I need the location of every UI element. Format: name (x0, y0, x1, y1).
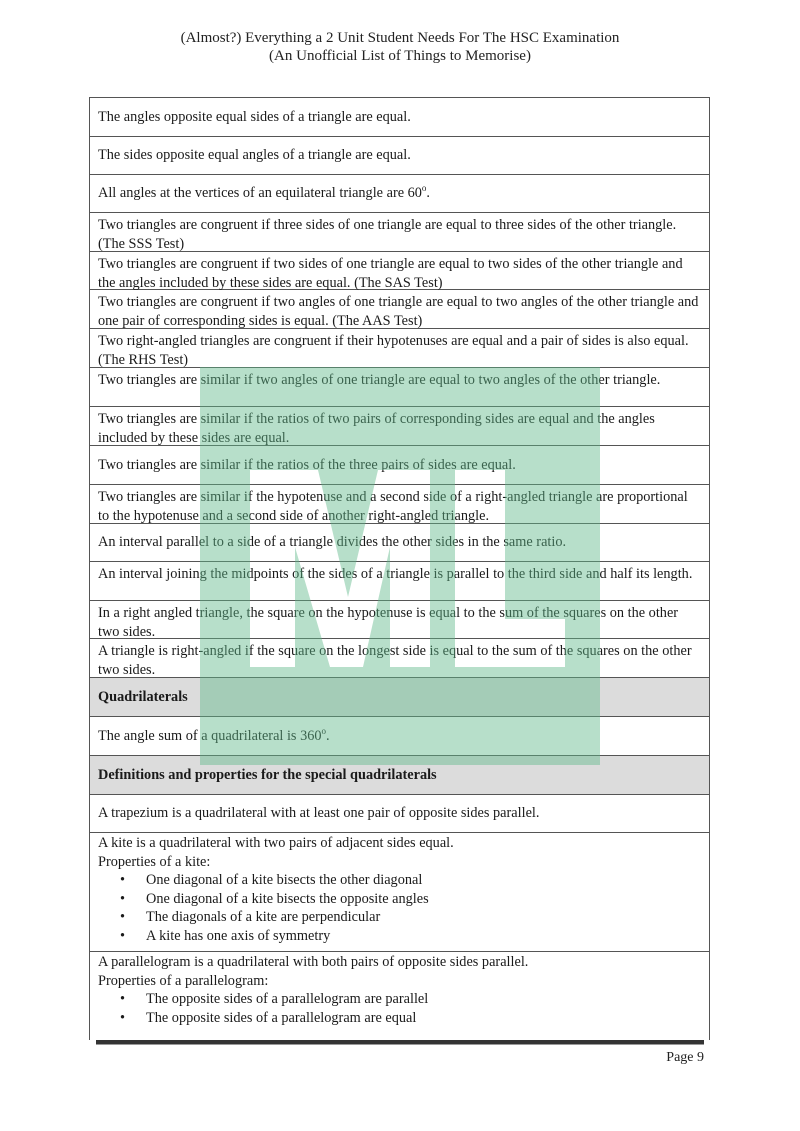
table-row (90, 795, 709, 833)
table-row (90, 368, 709, 407)
list-item: • One diagonal of a kite bisects the opposite angles (146, 890, 701, 909)
table-row (90, 562, 709, 601)
parallelogram-properties-label: Properties of a parallelogram: (98, 972, 269, 989)
table-row (90, 717, 709, 756)
row-text: A trapezium is a quadrilateral with at least one pair of opposite sides parallel. (98, 805, 540, 822)
row-text: Two triangles are similar if two angles of one triangle are equal to two angles of the other triangle. (98, 372, 661, 388)
table-row (90, 175, 709, 213)
row-text: Two triangles are congruent if two sides of one triangle are equal to two sides of the other triangle and the angles included by these sides are equal. (The SAS Test) (98, 256, 683, 291)
section-heading-special-quadrilaterals: Definitions and properties for the special quadrilaterals (90, 756, 709, 795)
row-text: All angles at the vertices of an equilateral triangle are 60$^o$. (98, 183, 430, 202)
table-row (90, 137, 709, 175)
footer-divider-shadow (96, 1044, 704, 1045)
row-text: An interval joining the midpoints of the sides of a triangle is parallel to the third side and half its length. (98, 566, 693, 582)
kite-properties-list (98, 871, 701, 945)
row-text: In a right angled triangle, the square on the hypotenuse is equal to the sum of the squares on the other two sides. (98, 605, 679, 640)
table-row (90, 639, 709, 678)
facts-table (89, 97, 710, 1040)
table-row (90, 98, 709, 137)
parallelogram-properties-list (98, 990, 701, 1027)
table-row-parallelogram (90, 952, 709, 1040)
table-row (90, 524, 709, 562)
row-text: Two triangles are similar if the hypotenuse and a second side of a right-angled triangle are proportional to the hypotenuse and a second side of another right-angled triangle. (98, 489, 688, 524)
row-text: Two triangles are similar if the ratios of the three pairs of sides are equal. (98, 456, 516, 473)
page-number: Page 9 (666, 1050, 704, 1065)
header-title-line2: (An Unofficial List of Things to Memorise) (269, 48, 531, 64)
table-row (90, 290, 709, 329)
row-text: The sides opposite equal angles of a triangle are equal. (98, 147, 411, 164)
row-text: Two right-angled triangles are congruent if their hypotenuses are equal and a pair of sides is also equal. (The RHS Test) (98, 333, 689, 368)
list-item: • A kite has one axis of symmetry (146, 927, 701, 946)
table-row (90, 485, 709, 524)
table-row (90, 329, 709, 368)
degree-symbol: o (421, 183, 427, 194)
row-text: An interval parallel to a side of a triangle divides the other sides in the same ratio. (98, 534, 567, 551)
document-header (0, 29, 800, 65)
header-title-line1: (Almost?) Everything a 2 Unit Student Needs For The HSC Examination (180, 30, 620, 46)
table-row-kite (90, 833, 709, 952)
row-text: The angles opposite equal sides of a triangle are equal. (98, 108, 411, 125)
row-text: A triangle is right-angled if the square on the longest side is equal to the sum of the squares on the other two sides. (98, 643, 692, 678)
list-item: • The diagonals of a kite are perpendicular (146, 908, 701, 927)
row-text: Two triangles are congruent if three sides of one triangle are equal to three sides of the other triangle. (The SSS Test) (98, 217, 677, 252)
list-item: • The opposite sides of a parallelogram are equal (146, 1009, 701, 1028)
list-item: • One diagonal of a kite bisects the other diagonal (146, 871, 701, 890)
row-text: Two triangles are similar if the ratios of two pairs of corresponding sides are equal and the angles included by these sides are equal. (98, 411, 655, 446)
table-row (90, 407, 709, 446)
row-text: The angle sum of a quadrilateral is 360$^o$. (98, 725, 330, 744)
kite-definition: A kite is a quadrilateral with two pairs of adjacent sides equal. (98, 835, 454, 851)
table-row (90, 601, 709, 639)
table-row (90, 446, 709, 485)
table-row (90, 213, 709, 252)
row-text: Two triangles are congruent if two angles of one triangle are equal to two angles of the other triangle and one pair of corresponding sides is equal. (The AAS Test) (98, 294, 699, 329)
parallelogram-definition: A parallelogram is a quadrilateral with both pairs of opposite sides parallel. (98, 954, 529, 970)
degree-symbol: o (321, 725, 327, 736)
kite-properties-label: Properties of a kite: (98, 853, 211, 870)
list-item: • The opposite sides of a parallelogram are parallel (146, 990, 701, 1009)
table-row (90, 252, 709, 290)
section-heading-quadrilaterals: Quadrilaterals (90, 678, 709, 717)
